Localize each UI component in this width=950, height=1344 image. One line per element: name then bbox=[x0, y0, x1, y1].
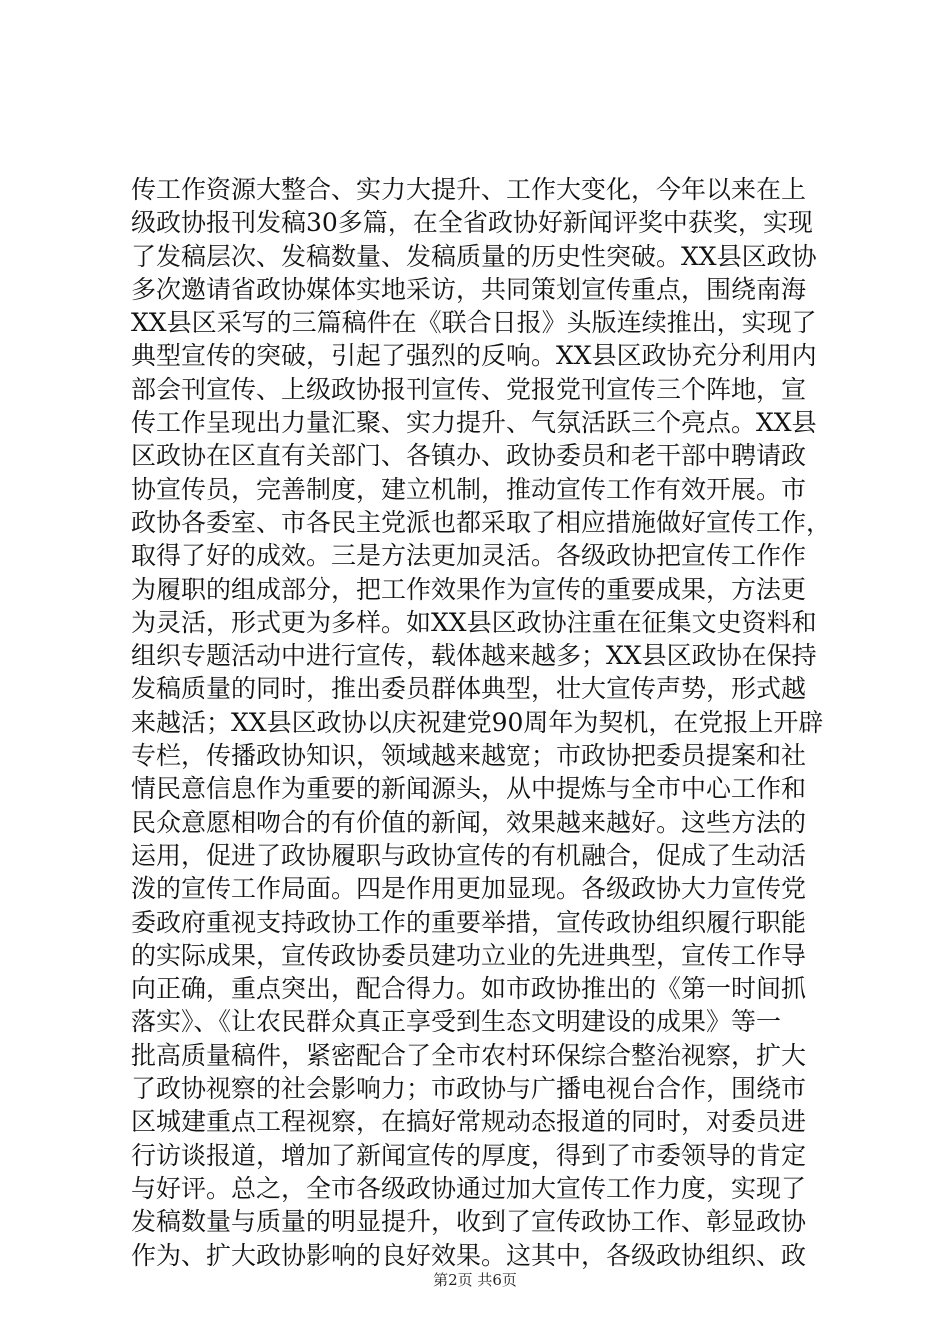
text-line: 部会刊宣传、上级政协报刊宣传、党报党刊宣传三个阵地，宣 bbox=[131, 374, 807, 404]
text-line: 协宣传员，完善制度，建立机制，推动宣传工作有效开展。市 bbox=[131, 474, 807, 504]
text-line: 的实际成果，宣传政协委员建功立业的先进典型，宣传工作导 bbox=[131, 940, 807, 970]
text-line: 多次邀请省政协媒体实地采访，共同策划宣传重点，围绕南海 bbox=[131, 274, 807, 304]
text-line: 政协各委室、市各民主党派也都采取了相应措施做好宣传工作， bbox=[131, 507, 832, 537]
text-line: 与好评。总之，全市各级政协通过加大宣传工作力度，实现了 bbox=[131, 1173, 807, 1203]
text-line: 区政协在区直有关部门、各镇办、政协委员和老干部中聘请政 bbox=[131, 441, 807, 471]
text-line: 落实》、《让农民群众真正享受到生态文明建设的成果》等一 bbox=[131, 1007, 782, 1037]
text-line: 向正确，重点突出，配合得力。如市政协推出的《第一时间抓 bbox=[131, 974, 807, 1004]
text-line: 传工作呈现出力量汇聚、实力提升、气氛活跃三个亮点。XX县 bbox=[131, 408, 817, 438]
text-line: 来越活；XX县区政协以庆祝建党90周年为契机，在党报上开辟 bbox=[131, 707, 824, 737]
text-line: 泼的宣传工作局面。四是作用更加显现。各级政协大力宣传党 bbox=[131, 874, 807, 904]
text-line: 区城建重点工程视察，在搞好常规动态报道的同时，对委员进 bbox=[131, 1107, 807, 1137]
text-line: 级政协报刊发稿30多篇，在全省政协好新闻评奖中获奖，实现 bbox=[131, 208, 813, 238]
text-line: 作为、扩大政协影响的良好效果。这其中，各级政协组织、政 bbox=[131, 1240, 807, 1270]
text-line: 典型宣传的突破，引起了强烈的反响。XX县区政协充分利用内 bbox=[131, 341, 817, 371]
text-line: 发稿数量与质量的明显提升，收到了宣传政协工作、彰显政协 bbox=[131, 1207, 807, 1237]
page-footer: 第2页 共6页 bbox=[433, 1271, 517, 1289]
text-line: 运用，促进了政协履职与政协宣传的有机融合，促成了生动活 bbox=[131, 840, 807, 870]
text-line: 民众意愿相吻合的有价值的新闻，效果越来越好。这些方法的 bbox=[131, 807, 807, 837]
text-line: 委政府重视支持政协工作的重要举措，宣传政协组织履行职能 bbox=[131, 907, 807, 937]
text-line: 取得了好的成效。三是方法更加灵活。各级政协把宣传工作作 bbox=[131, 541, 807, 571]
body-text bbox=[131, 173, 831, 1272]
text-line: 组织专题活动中进行宣传，载体越来越多；XX县区政协在保持 bbox=[131, 641, 817, 671]
text-line: 行访谈报道，增加了新闻宣传的厚度，得到了市委领导的肯定 bbox=[131, 1140, 807, 1170]
text-line: 批高质量稿件，紧密配合了全市农村环保综合整治视察，扩大 bbox=[131, 1040, 807, 1070]
text-line: 了发稿层次、发稿数量、发稿质量的历史性突破。XX县区政协 bbox=[131, 241, 817, 271]
text-line: 专栏，传播政协知识，领域越来越宽；市政协把委员提案和社 bbox=[131, 741, 807, 771]
text-line: 传工作资源大整合、实力大提升、工作大变化，今年以来在上 bbox=[131, 175, 807, 204]
text-line: 情民意信息作为重要的新闻源头，从中提炼与全市中心工作和 bbox=[131, 774, 807, 804]
text-line: 为履职的组成部分，把工作效果作为宣传的重要成果，方法更 bbox=[131, 574, 807, 604]
text-line: 了政协视察的社会影响力；市政协与广播电视台合作，围绕市 bbox=[131, 1074, 807, 1104]
text-line: XX县区采写的三篇稿件在《联合日报》头版连续推出，实现了 bbox=[131, 308, 817, 338]
text-line: 发稿质量的同时，推出委员群体典型，壮大宣传声势，形式越 bbox=[131, 674, 807, 704]
text-line: 为灵活，形式更为多样。如XX县区政协注重在征集文史资料和 bbox=[131, 607, 817, 637]
